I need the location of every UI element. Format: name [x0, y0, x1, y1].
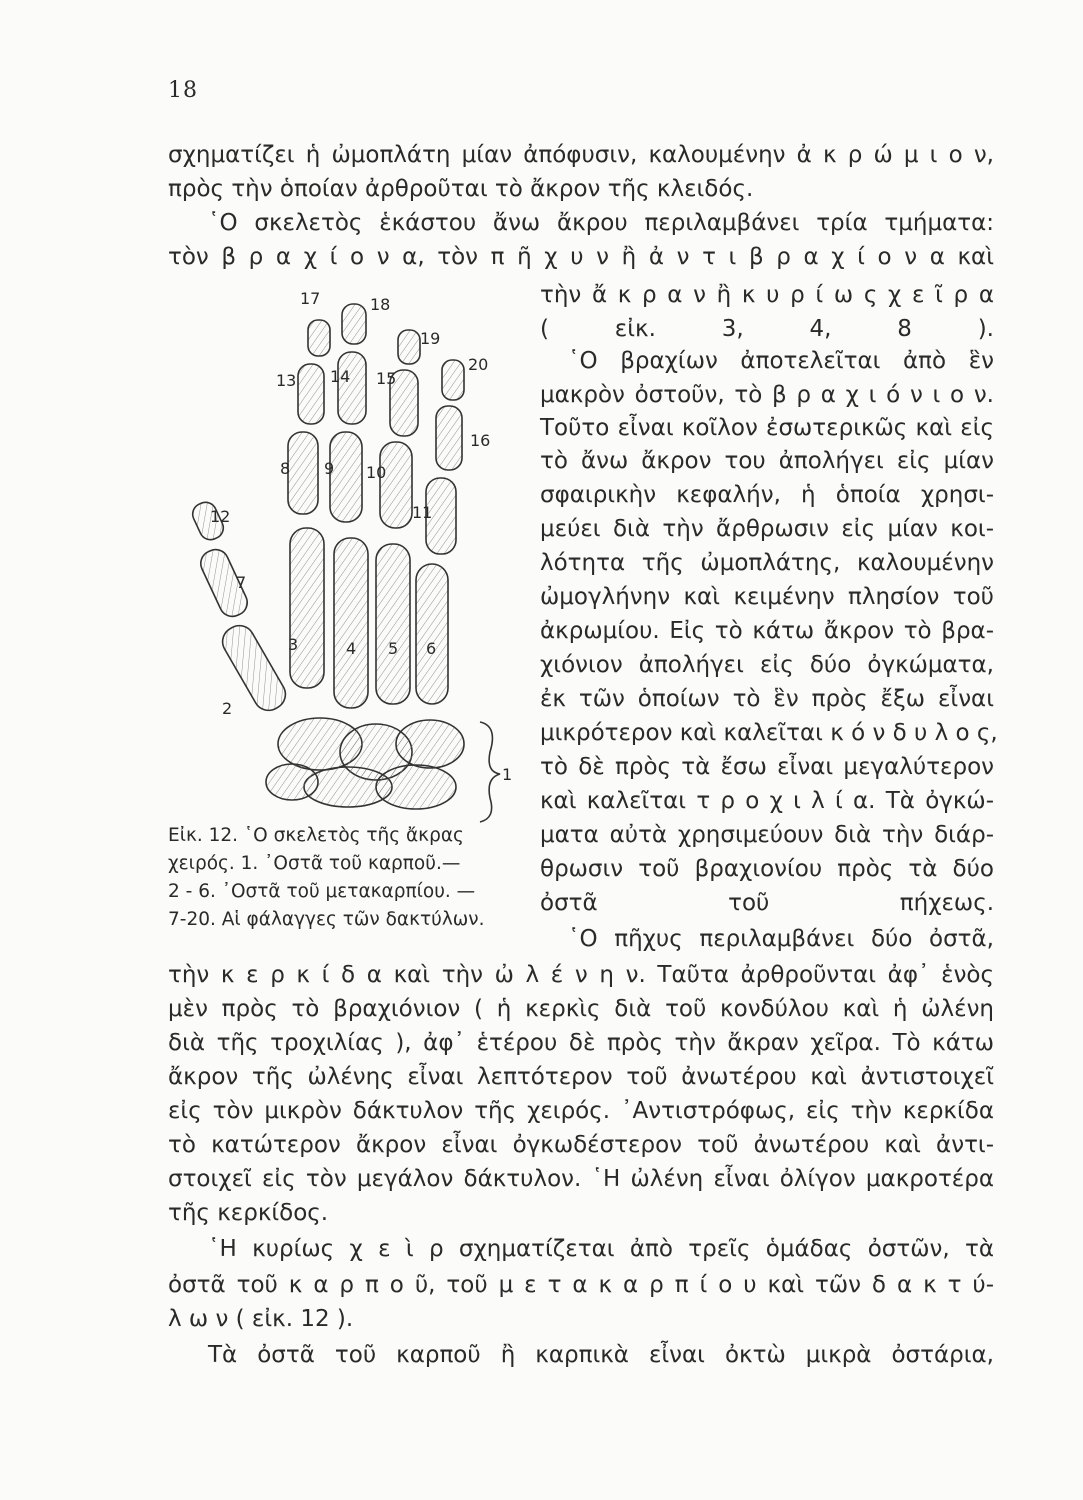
text-line: ῾Ο πῆχυς περιλαμβάνει δύο ὀστᾶ,: [568, 926, 994, 952]
text-line: διὰ τῆς τροχιλίας ), ἀφ᾿ ἑτέρου δὲ πρὸς τὴν ἄκραν χεῖρα. Τὸ κάτω: [168, 1030, 994, 1056]
text-line: τὸν β ρ α χ ί ο ν α, τὸν π ῆ χ υ ν ἢ ἀ ν τ ι β ρ α χ ί ο ν α καὶ: [168, 244, 994, 270]
figure-label: 1: [502, 765, 513, 784]
figure-label: 16: [470, 431, 491, 450]
text-line: ματα αὐτὰ χρησιμεύουν διὰ τὴν διάρ-: [540, 822, 994, 848]
text-line: ῾Η κυρίως χ ε ὶ ρ σχηματίζεται ἀπὸ τρεῖς ὁμάδας ὀστῶν, τὰ: [208, 1236, 994, 1262]
text-line: ( εἰκ. 3, 4, 8 ).: [540, 316, 994, 342]
text-line: χιόνιον ἀπολήγει εἰς δύο ὀγκώματα,: [540, 652, 994, 678]
figure-label: 13: [276, 371, 297, 390]
text-line: ῾Ο σκελετὸς ἑκάστου ἄνω ἄκρου περιλαμβάνει τρία τμήματα:: [208, 210, 994, 236]
text-line: καὶ καλεῖται τ ρ ο χ ι λ ί α. Τὰ ὀγκώ-: [540, 788, 994, 814]
figure-label: 18: [370, 295, 391, 314]
figure-caption-line: 7-20. Αἱ φάλαγγες τῶν δακτύλων.: [168, 909, 485, 930]
text-line: μὲν πρὸς τὸ βραχιόνιον ( ἡ κερκὶς διὰ τοῦ κονδύλου καὶ ἡ ὠλένη: [168, 996, 994, 1022]
text-line: τῆς κερκίδος.: [168, 1200, 329, 1226]
figure-label: 17: [300, 289, 321, 308]
text-line: μακρὸν ὀστοῦν, τὸ β ρ α χ ι ό ν ι ο ν.: [540, 382, 994, 408]
text-line: σφαιρικὴν κεφαλήν, ἡ ὁποία χρησι-: [540, 482, 994, 508]
text-line: ἀκρωμίου. Εἰς τὸ κάτω ἄκρον τὸ βρα-: [540, 618, 994, 644]
figure-label: 19: [420, 329, 441, 348]
text-line: πρὸς τὴν ὁποίαν ἀρθροῦται τὸ ἄκρον τῆς κλειδός.: [168, 176, 754, 202]
figure-label: 14: [330, 367, 351, 386]
text-line: στοιχεῖ εἰς τὸν μεγάλον δάκτυλον. ῾Η ὠλένη εἶναι ὀλίγον μακροτέρα: [168, 1166, 994, 1192]
figure-caption-line: Εἰκ. 12. ῾Ο σκελετὸς τῆς ἄκρας: [168, 825, 464, 846]
figure-label: 11: [412, 503, 433, 522]
figure-label: 4: [346, 639, 357, 658]
figure-caption-line: χειρός. 1. ᾿Οστᾶ τοῦ καρποῦ.—: [168, 853, 461, 874]
text-line: ἄκρον τῆς ὠλένης εἶναι λεπτότερον τοῦ ἀνωτέρου καὶ ἀντιστοιχεῖ: [168, 1064, 994, 1090]
text-line: τὴν ἄ κ ρ α ν ἢ κ υ ρ ί ω ς χ ε ῖ ρ α: [540, 282, 994, 308]
figure-label: 7: [236, 573, 247, 592]
text-line: ἐκ τῶν ὁποίων τὸ ἓν πρὸς ἔξω εἶναι: [540, 686, 994, 712]
text-line: εἰς τὸν μικρὸν δάκτυλον τῆς χειρός. ᾿Αντιστρόφως, εἰς τὴν κερκίδα: [168, 1098, 994, 1124]
page-number: 18: [168, 78, 198, 103]
figure-label: 9: [324, 459, 335, 478]
figure-label: 10: [366, 463, 387, 482]
hand-skeleton-figure: [180, 282, 513, 822]
text-line: ῾Ο βραχίων ἀποτελεῖται ἀπὸ ἓν: [568, 348, 994, 374]
text-line: σχηματίζει ἡ ὠμοπλάτη μίαν ἀπόφυσιν, καλουμένην ἀ κ ρ ώ μ ι ο ν,: [168, 142, 994, 168]
text-line: τὴν κ ε ρ κ ί δ α καὶ τὴν ὠ λ έ ν η ν. Ταῦτα ἀρθροῦνται ἀφ᾿ ἑνὸς: [168, 962, 994, 988]
figure-label: 2: [222, 699, 233, 718]
text-line: ὀστᾶ τοῦ πήχεως.: [540, 890, 994, 916]
text-line: θρωσιν τοῦ βραχιονίου πρὸς τὰ δύο: [540, 856, 994, 882]
text-line: λότητα τῆς ὠμοπλάτης, καλουμένην: [540, 550, 994, 576]
text-line: Τοῦτο εἶναι κοῖλον ἐσωτερικῶς καὶ εἰς: [540, 415, 994, 441]
text-line: τὸ ἄνω ἄκρον του ἀπολήγει εἰς μίαν: [540, 448, 994, 474]
text-line: Τὰ ὀστᾶ τοῦ καρποῦ ἢ καρπικὰ εἶναι ὀκτὼ μικρὰ ὀστάρια,: [208, 1342, 994, 1368]
text-line: ὀστᾶ τοῦ κ α ρ π ο ῦ, τοῦ μ ε τ α κ α ρ π ί ο υ καὶ τῶν δ α κ τ ύ-: [168, 1272, 994, 1298]
text-line: τὸ κατώτερον ἄκρον εἶναι ὀγκωδέστερον τοῦ ἀνωτέρου καὶ ἀντι-: [168, 1132, 994, 1158]
text-line: μικρότερον καὶ καλεῖται κ ό ν δ υ λ ο ς,: [540, 720, 998, 746]
text-line: ὠμογλήνην καὶ κειμένην πλησίον τοῦ: [540, 584, 994, 610]
figure-label: 5: [388, 639, 399, 658]
figure-label: 15: [376, 369, 397, 388]
text-line: λ ω ν ( εἰκ. 12 ).: [168, 1306, 354, 1332]
figure-caption-line: 2 - 6. ᾿Οστᾶ τοῦ μετακαρπίου. —: [168, 881, 476, 902]
figure-label: 20: [468, 355, 489, 374]
figure-label: 12: [210, 507, 231, 526]
figure-label: 3: [288, 635, 299, 654]
figure-label: 6: [426, 639, 437, 658]
figure-label: 8: [280, 459, 291, 478]
text-line: τὸ δὲ πρὸς τὰ ἔσω εἶναι μεγαλύτερον: [540, 754, 994, 780]
text-line: μεύει διὰ τὴν ἄρθρωσιν εἰς μίαν κοι-: [540, 516, 994, 542]
